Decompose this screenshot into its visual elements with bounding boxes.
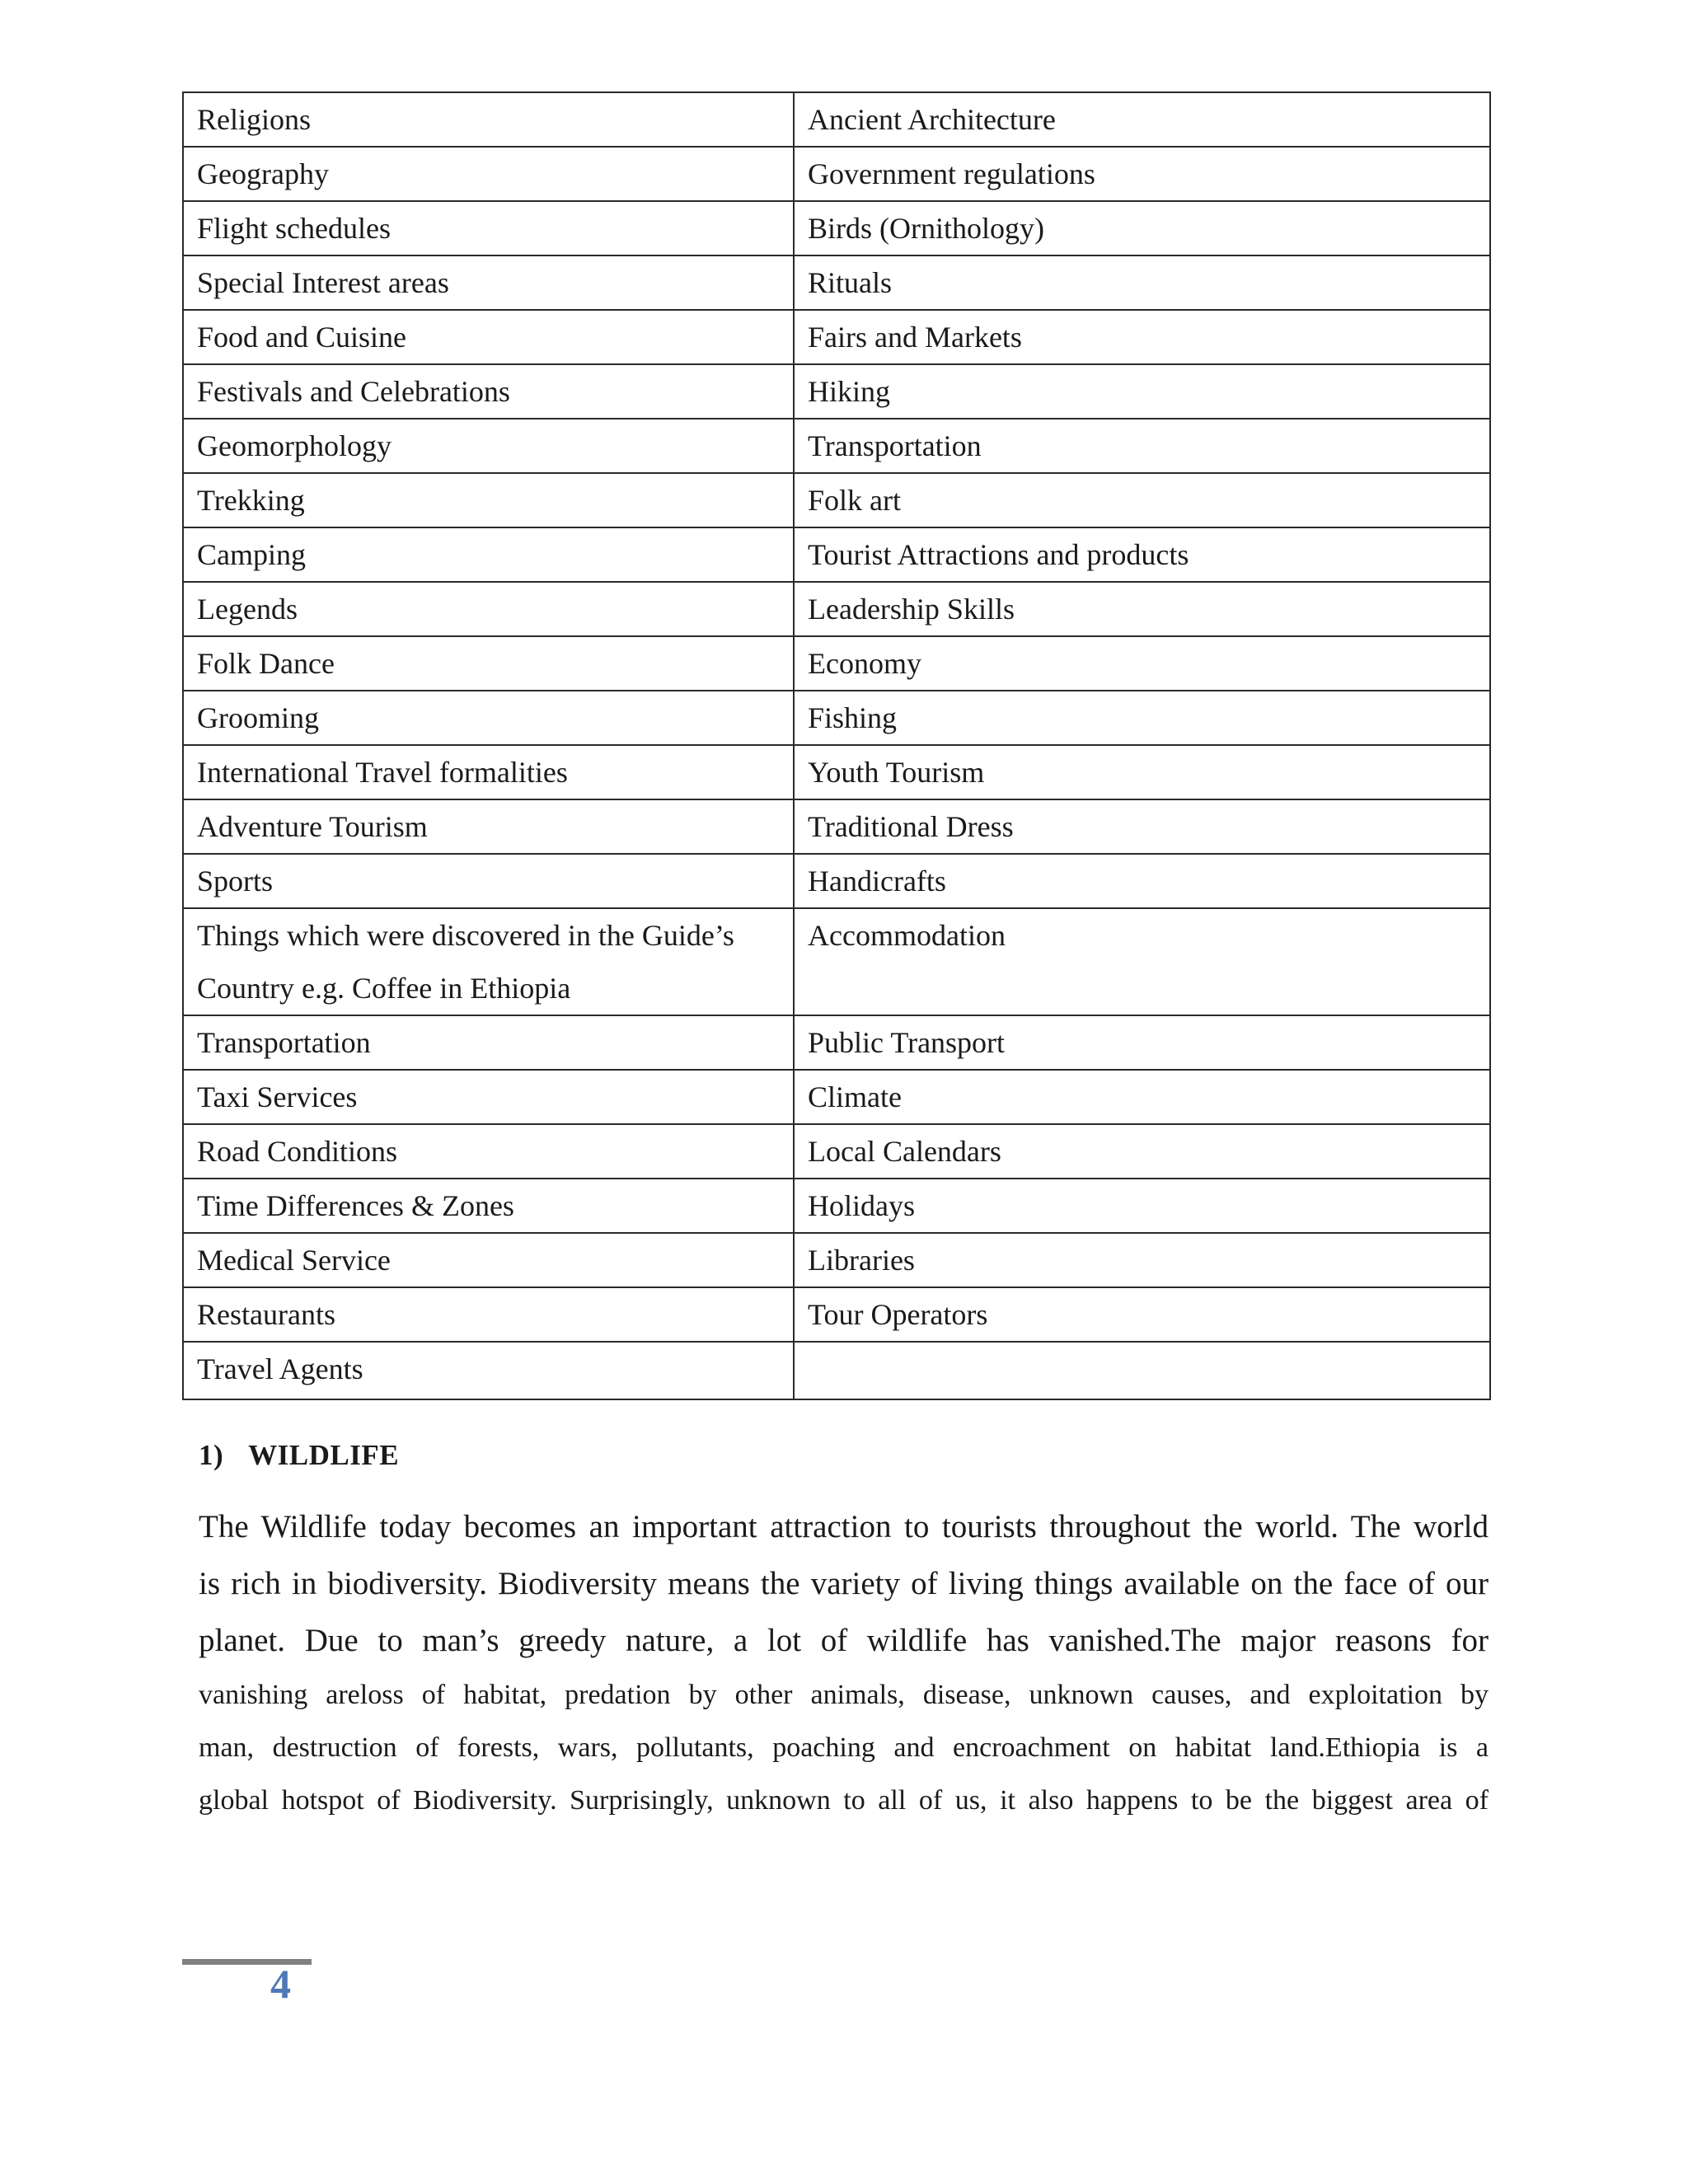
table-row	[183, 854, 1490, 908]
paragraph-line: man, destruction of forests, wars, pollutants, poaching and encroachment on habitat land.Ethiopia is a	[199, 1732, 1489, 1763]
table-cell: Camping	[183, 527, 794, 582]
table-cell: Flight schedules	[183, 201, 794, 255]
table-cell: Accommodation	[794, 908, 1490, 1015]
table-row	[183, 147, 1490, 201]
paragraph-line: planet. Due to man’s greedy nature, a lot of wildlife has vanished.The major reasons for	[199, 1623, 1489, 1658]
table-cell: Birds (Ornithology)	[794, 201, 1490, 255]
table-cell: Geomorphology	[183, 419, 794, 473]
table-cell: Grooming	[183, 691, 794, 745]
paragraph-line: global hotspot of Biodiversity. Surprisingly, unknown to all of us, it also happens to be the biggest area of	[199, 1785, 1489, 1816]
table-row	[183, 1179, 1490, 1233]
table-row	[183, 1124, 1490, 1179]
table-cell: Taxi Services	[183, 1070, 794, 1124]
table-cell	[183, 908, 794, 1015]
table-cell: Tourist Attractions and products	[794, 527, 1490, 582]
table-cell: Adventure Tourism	[183, 799, 794, 854]
paragraph-line: The Wildlife today becomes an important attraction to tourists throughout the world. The world	[199, 1509, 1489, 1544]
topics-table	[182, 91, 1491, 1400]
table-cell: Public Transport	[794, 1015, 1490, 1070]
section-title: WILDLIFE	[248, 1439, 400, 1471]
table-cell: Transportation	[794, 419, 1490, 473]
table-cell: Government regulations	[794, 147, 1490, 201]
table-cell: Economy	[794, 636, 1490, 691]
table-cell: Leadership Skills	[794, 582, 1490, 636]
section-number: 1)	[199, 1439, 224, 1471]
section-heading	[199, 1439, 399, 1472]
table-cell: Folk art	[794, 473, 1490, 527]
table-cell: Special Interest areas	[183, 255, 794, 310]
paragraph-line: is rich in biodiversity. Biodiversity means the variety of living things available on the face of our	[199, 1566, 1489, 1601]
table-row	[183, 310, 1490, 364]
table-cell	[794, 1342, 1490, 1399]
table-cell: Food and Cuisine	[183, 310, 794, 364]
table-cell: Youth Tourism	[794, 745, 1490, 799]
table-row	[183, 1342, 1490, 1399]
table-cell: Fishing	[794, 691, 1490, 745]
table-row	[183, 419, 1490, 473]
table-row	[183, 255, 1490, 310]
table-row	[183, 799, 1490, 854]
table-cell: Travel Agents	[183, 1342, 794, 1399]
table-row	[183, 473, 1490, 527]
table-row	[183, 1233, 1490, 1287]
table-cell: Transportation	[183, 1015, 794, 1070]
table-cell: Local Calendars	[794, 1124, 1490, 1179]
table-row	[183, 1287, 1490, 1342]
table-cell: International Travel formalities	[183, 745, 794, 799]
table-row	[183, 201, 1490, 255]
table-cell: Restaurants	[183, 1287, 794, 1342]
table-row	[183, 92, 1490, 147]
table-row	[183, 745, 1490, 799]
table-row	[183, 691, 1490, 745]
table-cell: Ancient Architecture	[794, 92, 1490, 147]
paragraph-line: vanishing areloss of habitat, predation by other animals, disease, unknown causes, and exploitation by	[199, 1680, 1489, 1710]
table-row	[183, 908, 1490, 1015]
table-cell: Folk Dance	[183, 636, 794, 691]
table-cell: Traditional Dress	[794, 799, 1490, 854]
table-cell: Festivals and Celebrations	[183, 364, 794, 419]
table-row	[183, 1015, 1490, 1070]
table-cell: Hiking	[794, 364, 1490, 419]
table-cell: Libraries	[794, 1233, 1490, 1287]
table-cell: Religions	[183, 92, 794, 147]
table-cell: Sports	[183, 854, 794, 908]
table-cell: Holidays	[794, 1179, 1490, 1233]
page-number: 4	[270, 1961, 291, 2007]
table-cell: Rituals	[794, 255, 1490, 310]
table-row	[183, 582, 1490, 636]
table-cell: Legends	[183, 582, 794, 636]
footer-rule	[182, 1959, 312, 1965]
table-cell: Time Differences & Zones	[183, 1179, 794, 1233]
table-row	[183, 364, 1490, 419]
table-row	[183, 527, 1490, 582]
table-cell: Tour Operators	[794, 1287, 1490, 1342]
wildlife-paragraph	[199, 1498, 1489, 1827]
table-cell: Medical Service	[183, 1233, 794, 1287]
table-cell: Trekking	[183, 473, 794, 527]
table-row	[183, 1070, 1490, 1124]
cell-line: Things which were discovered in the Guide’s	[197, 919, 734, 952]
table-cell: Geography	[183, 147, 794, 201]
table-row	[183, 636, 1490, 691]
table-cell: Climate	[794, 1070, 1490, 1124]
table-cell: Fairs and Markets	[794, 310, 1490, 364]
table-cell: Handicrafts	[794, 854, 1490, 908]
table-cell: Road Conditions	[183, 1124, 794, 1179]
cell-line: Country e.g. Coffee in Ethiopia	[197, 972, 571, 1005]
